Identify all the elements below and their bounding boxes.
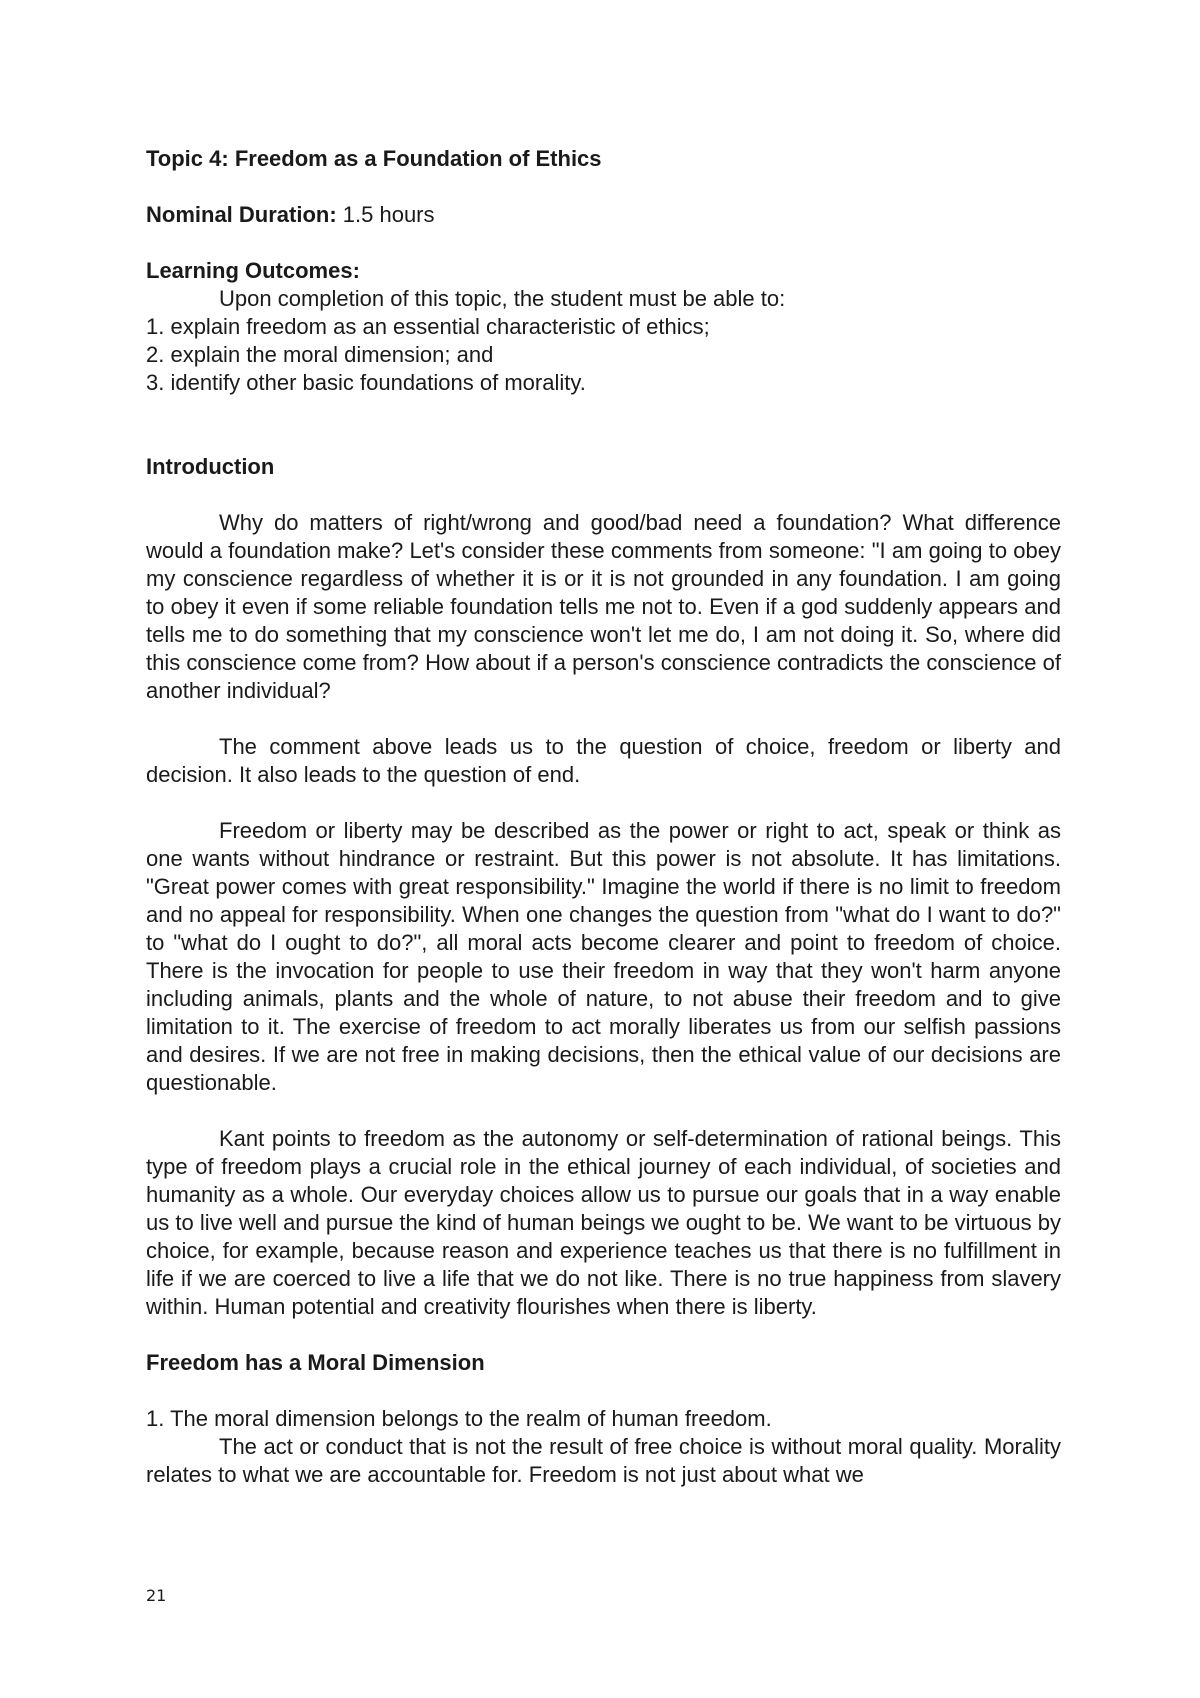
document-page: [146, 145, 1061, 1489]
moral-dimension-item-1: 1. The moral dimension belongs to the realm of human freedom.: [146, 1406, 772, 1431]
outcome-item-2: 2. explain the moral dimension; and: [146, 342, 494, 367]
nominal-duration: [146, 201, 1061, 229]
outcome-item-3: 3. identify other basic foundations of morality.: [146, 370, 586, 395]
duration-value: 1.5 hours: [336, 202, 435, 227]
page-number: 21: [146, 1586, 167, 1605]
section-spacer: [146, 397, 1061, 453]
outcome-item-1: 1. explain freedom as an essential characteristic of ethics;: [146, 314, 710, 339]
moral-dimension-heading: Freedom has a Moral Dimension: [146, 1350, 485, 1375]
intro-paragraph-1: Why do matters of right/wrong and good/bad need a foundation? What difference would a foundation make? Let's consider these comments from someone: "I am going to obey my conscience regardless of whether it is or it is not grounded in any foundation. I am going to obey it even if some reliable foundation tells me not to. Even if a god suddenly appears and tells me to do something that my conscience won't let me do, I am not doing it. So, where did this conscience come from? How about if a person's conscience contradicts the conscience of another individual?: [146, 510, 1061, 703]
duration-label: Nominal Duration:: [146, 202, 337, 227]
moral-dimension-paragraph: The act or conduct that is not the result of free choice is without moral quality. Morality relates to what we are accountable for. Freedom is not just about what we: [146, 1434, 1061, 1487]
intro-paragraph-2: The comment above leads us to the question of choice, freedom or liberty and decision. It also leads to the question of end.: [146, 734, 1061, 787]
topic-title: Topic 4: Freedom as a Foundation of Ethics: [146, 146, 602, 171]
learning-outcomes-intro: Upon completion of this topic, the student must be able to:: [219, 286, 786, 311]
intro-paragraph-4: Kant points to freedom as the autonomy or self-determination of rational beings. This type of freedom plays a crucial role in the ethical journey of each individual, of societies and humanity as a whole. Our everyday choices allow us to pursue our goals that in a way enable us to live well and pursue the kind of human beings we ought to be. We want to be virtuous by choice, for example, because reason and experience teaches us that there is no fulfillment in life if we are coerced to live a life that we do not like. There is no true happiness from slavery within. Human potential and creativity flourishes when there is liberty.: [146, 1126, 1061, 1319]
intro-paragraph-3: Freedom or liberty may be described as the power or right to act, speak or think as one wants without hindrance or restraint. But this power is not absolute. It has limitations. "Great power comes with great responsibility." Imagine the world if there is no limit to freedom and no appeal for responsibility. When one changes the question from "what do I want to do?" to "what do I ought to do?", all moral acts become clearer and point to freedom of choice. There is the invocation for people to use their freedom in way that they won't harm anyone including animals, plants and the whole of nature, to not abuse their freedom and to give limitation to it. The exercise of freedom to act morally liberates us from our selfish passions and desires. If we are not free in making decisions, then the ethical value of our decisions are questionable.: [146, 818, 1061, 1095]
learning-outcomes-label: Learning Outcomes:: [146, 258, 360, 283]
learning-outcomes: [146, 257, 1061, 397]
introduction-heading: Introduction: [146, 454, 275, 479]
